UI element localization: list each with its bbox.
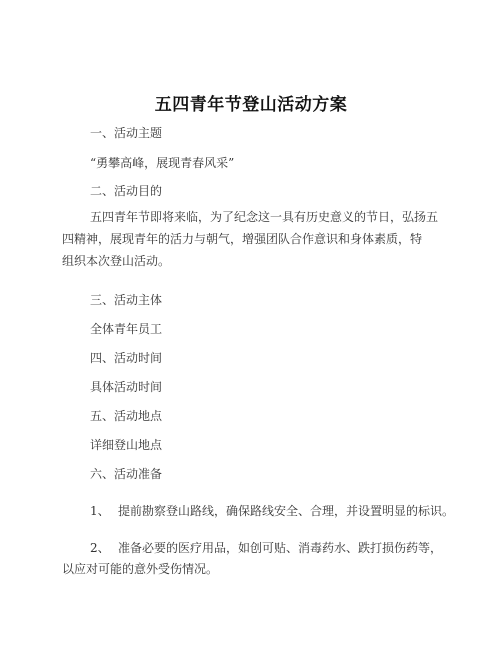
list-item-text: 准备必要的医疗用品，如创可贴、消毒药水、跌打损伤药等，	[118, 541, 443, 555]
page-title: 五四青年节登山活动方案	[154, 95, 348, 115]
purpose-line-2: 四精神，展现青年的活力与朝气，增强团队合作意识和身体素质，特	[62, 232, 423, 246]
section-heading-location: 五、活动地点	[90, 409, 163, 423]
section-heading-purpose: 二、活动目的	[90, 184, 163, 198]
list-item	[90, 503, 454, 519]
list-item-text: 提前勘察登山路线，确保路线安全、合理，并设置明显的标识。	[118, 504, 455, 518]
purpose-line-1: 五四青年节即将来临，为了纪念这一具有历史意义的节日，弘扬五	[90, 210, 439, 224]
section-heading-theme: 一、活动主题	[90, 126, 163, 140]
list-item-continuation: 以应对可能的意外受伤情况。	[62, 562, 219, 576]
section-heading-preparation: 六、活动准备	[90, 467, 163, 481]
section-body-theme: “勇攀高峰，展现青春风采”	[90, 156, 235, 170]
section-heading-time: 四、活动时间	[90, 351, 163, 365]
purpose-line-3: 组织本次登山活动。	[62, 254, 171, 268]
section-heading-participants: 三、活动主体	[90, 293, 163, 307]
list-item-number: 1、	[90, 504, 110, 518]
list-item	[90, 540, 442, 556]
list-item-number: 2、	[90, 541, 110, 555]
section-body-time: 具体活动时间	[90, 380, 163, 394]
section-body-participants: 全体青年员工	[90, 322, 163, 336]
section-body-location: 详细登山地点	[90, 438, 163, 452]
section-body-purpose	[62, 206, 442, 272]
